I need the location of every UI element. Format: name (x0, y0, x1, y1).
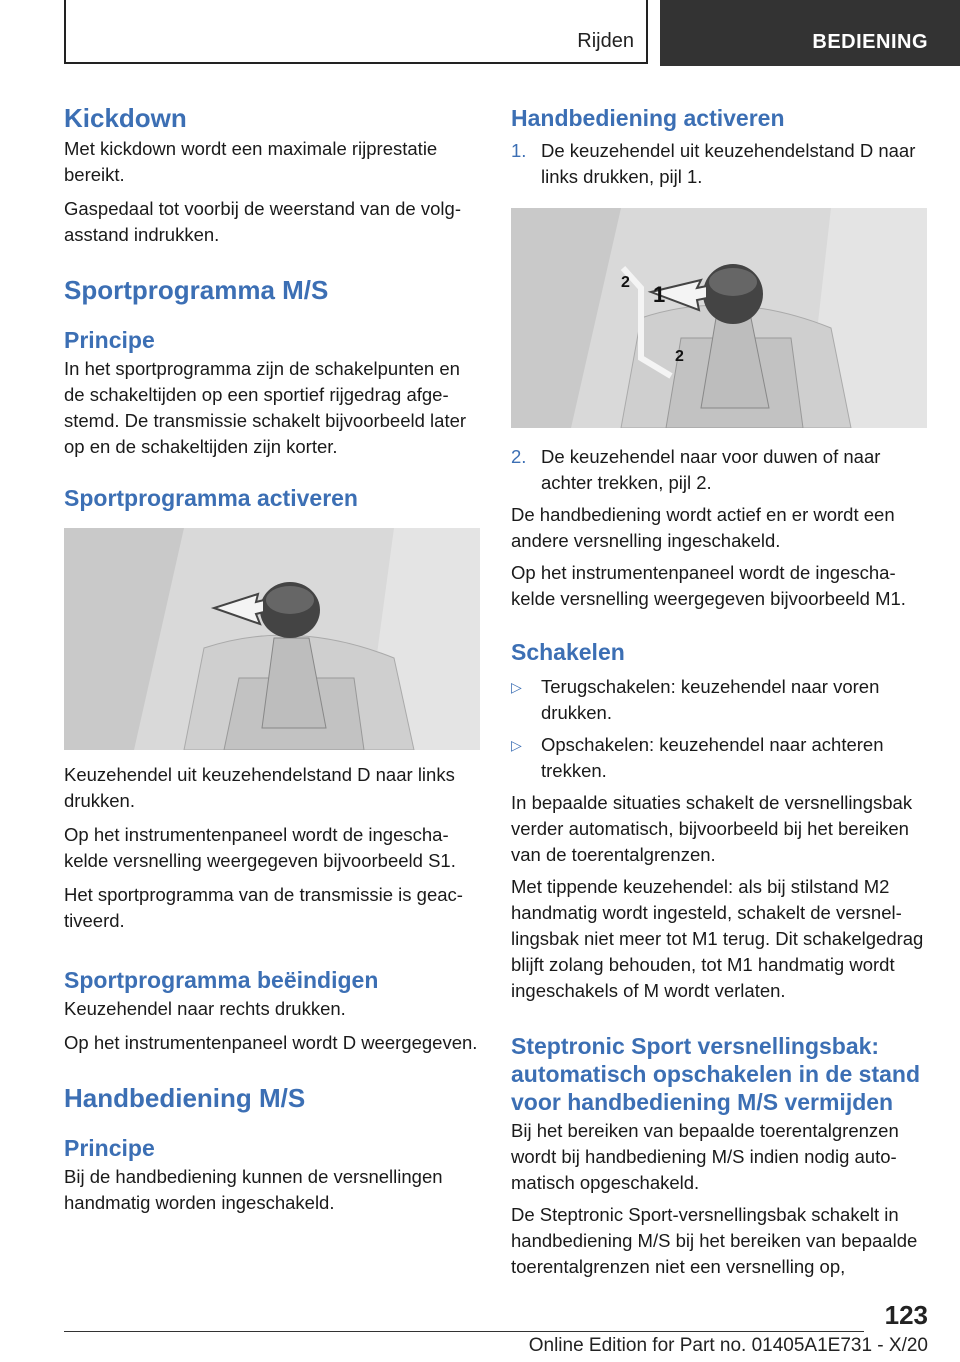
right-column (511, 100, 929, 1280)
arrow-label-1: 1 (653, 282, 666, 307)
sport-activate-text-3: Het sportprogramma van de transmissie is geactiveerd. (64, 884, 463, 931)
step-2-number: 2. (511, 446, 527, 467)
shift-text-1: In bepaalde situaties schakelt de versnellingsbak verder automatisch, bijvoorbeeld bij het bereiken van de toerentalgrenzen. (511, 792, 913, 865)
manual-heading: Handbediening M/S (64, 1083, 306, 1113)
manual-text-2: Op het instrumentenpaneel wordt de ingeschakelde versnelling weergegeven bijvoorbeeld M1. (511, 562, 906, 609)
sport-end-heading: Sportprogramma beëindigen (64, 967, 379, 993)
shift-heading: Schakelen (511, 639, 625, 665)
bullet-downshift-text: Terugschakelen: keuzehendel naar voren drukken. (541, 676, 880, 723)
sport-end-text-1: Keuzehendel naar rechts drukken. (64, 998, 346, 1019)
sport-activate-text-2: Op het instrumentenpaneel wordt de ingeschakelde versnelling weergegeven bijvoorbeeld S1. (64, 824, 456, 871)
gear-lever-manual-illustration (511, 208, 927, 428)
bullet-upshift-text: Opschakelen: keuzehendel naar achteren trekken. (541, 734, 884, 781)
manual-text-1: De handbediening wordt actief en er wordt een andere versnelling ingeschakeld. (511, 504, 895, 551)
page-number: 123 (884, 1300, 928, 1330)
step-2-text: De keuzehendel naar voor duwen of naar achter trekken, pijl 2. (541, 446, 881, 493)
footer-divider (64, 1331, 864, 1332)
edition-text: Online Edition for Part no. 01405A1E731 - X/20 (528, 1335, 928, 1356)
bullet-upshift (511, 732, 929, 784)
sport-principe-text: In het sportprogramma zijn de schakelpunten en de schakeltijden op een sportief rijgedrag afgestemd. De transmissie schakelt bijvoorbeeld later op en de schakeltijden zijn korter. (64, 358, 467, 457)
sport-principe-heading: Principe (64, 327, 155, 353)
steptronic-text-1: Bij het bereiken van bepaalde toerentalgrenzen wordt bij handbediening M/S indien nodig automatisch opgeschakeld. (511, 1120, 899, 1193)
bullet-arrow-icon: ▷ (511, 737, 522, 753)
shift-text-2: Met tippende keuzehendel: als bij stilstand M2 handmatig wordt ingesteld, schakelt de versnellingsbak niet meer tot M1 terug. Dit schakelgedrag blijft zolang behouden, tot M1 handmatig wordt ingeschakels of M wordt verlaten. (511, 876, 924, 1001)
gear-lever-figure-sport (64, 528, 480, 750)
gear-lever-illustration (64, 528, 480, 750)
manual-principe-heading: Principe (64, 1135, 155, 1161)
step-1-text: De keuzehendel uit keuzehendelstand D naar links drukken, pijl 1. (541, 140, 916, 187)
bullet-arrow-icon: ▷ (511, 679, 522, 695)
sport-heading: Sportprogramma M/S (64, 275, 329, 305)
kickdown-text-2: Gaspedaal tot voorbij de weerstand van de volgasstand indrukken. (64, 198, 461, 245)
section-title: BEDIENING (812, 31, 928, 53)
header-frame (64, 0, 648, 64)
arrow-label-2-bottom: 2 (675, 348, 684, 365)
bullet-downshift (511, 674, 929, 726)
sport-end-text-2: Op het instrumentenpaneel wordt D weergegeven. (64, 1032, 478, 1053)
step-1-number: 1. (511, 140, 527, 161)
sport-activate-text-1: Keuzehendel uit keuzehendelstand D naar links drukken. (64, 764, 455, 811)
steptronic-text-2: De Steptronic Sport-versnellingsbak schakelt in handbediening M/S bij het bereiken van bepaalde toerentalgrenzen niet een versnelling op, (511, 1204, 918, 1277)
kickdown-text-1: Met kickdown wordt een maximale rijprestatie bereikt. (64, 138, 438, 185)
manual-principe-text: Bij de handbediening kunnen de versnellingen handmatig worden ingeschakeld. (64, 1166, 443, 1213)
manual-activate-heading: Handbediening activeren (511, 105, 785, 131)
arrow-label-2-top: 2 (621, 274, 630, 291)
left-column (64, 100, 482, 1216)
steptronic-heading: Steptronic Sport versnellingsbak: automatisch opschakelen in de stand voor handbediening M/S vermijden (511, 1033, 920, 1115)
chapter-title: Rijden (577, 30, 634, 52)
kickdown-heading: Kickdown (64, 103, 187, 133)
step-1 (511, 138, 929, 190)
step-2 (511, 444, 929, 496)
section-tab (660, 0, 960, 66)
gear-lever-figure-manual (511, 208, 927, 428)
page-header (0, 0, 960, 66)
sport-activate-heading: Sportprogramma activeren (64, 485, 358, 511)
